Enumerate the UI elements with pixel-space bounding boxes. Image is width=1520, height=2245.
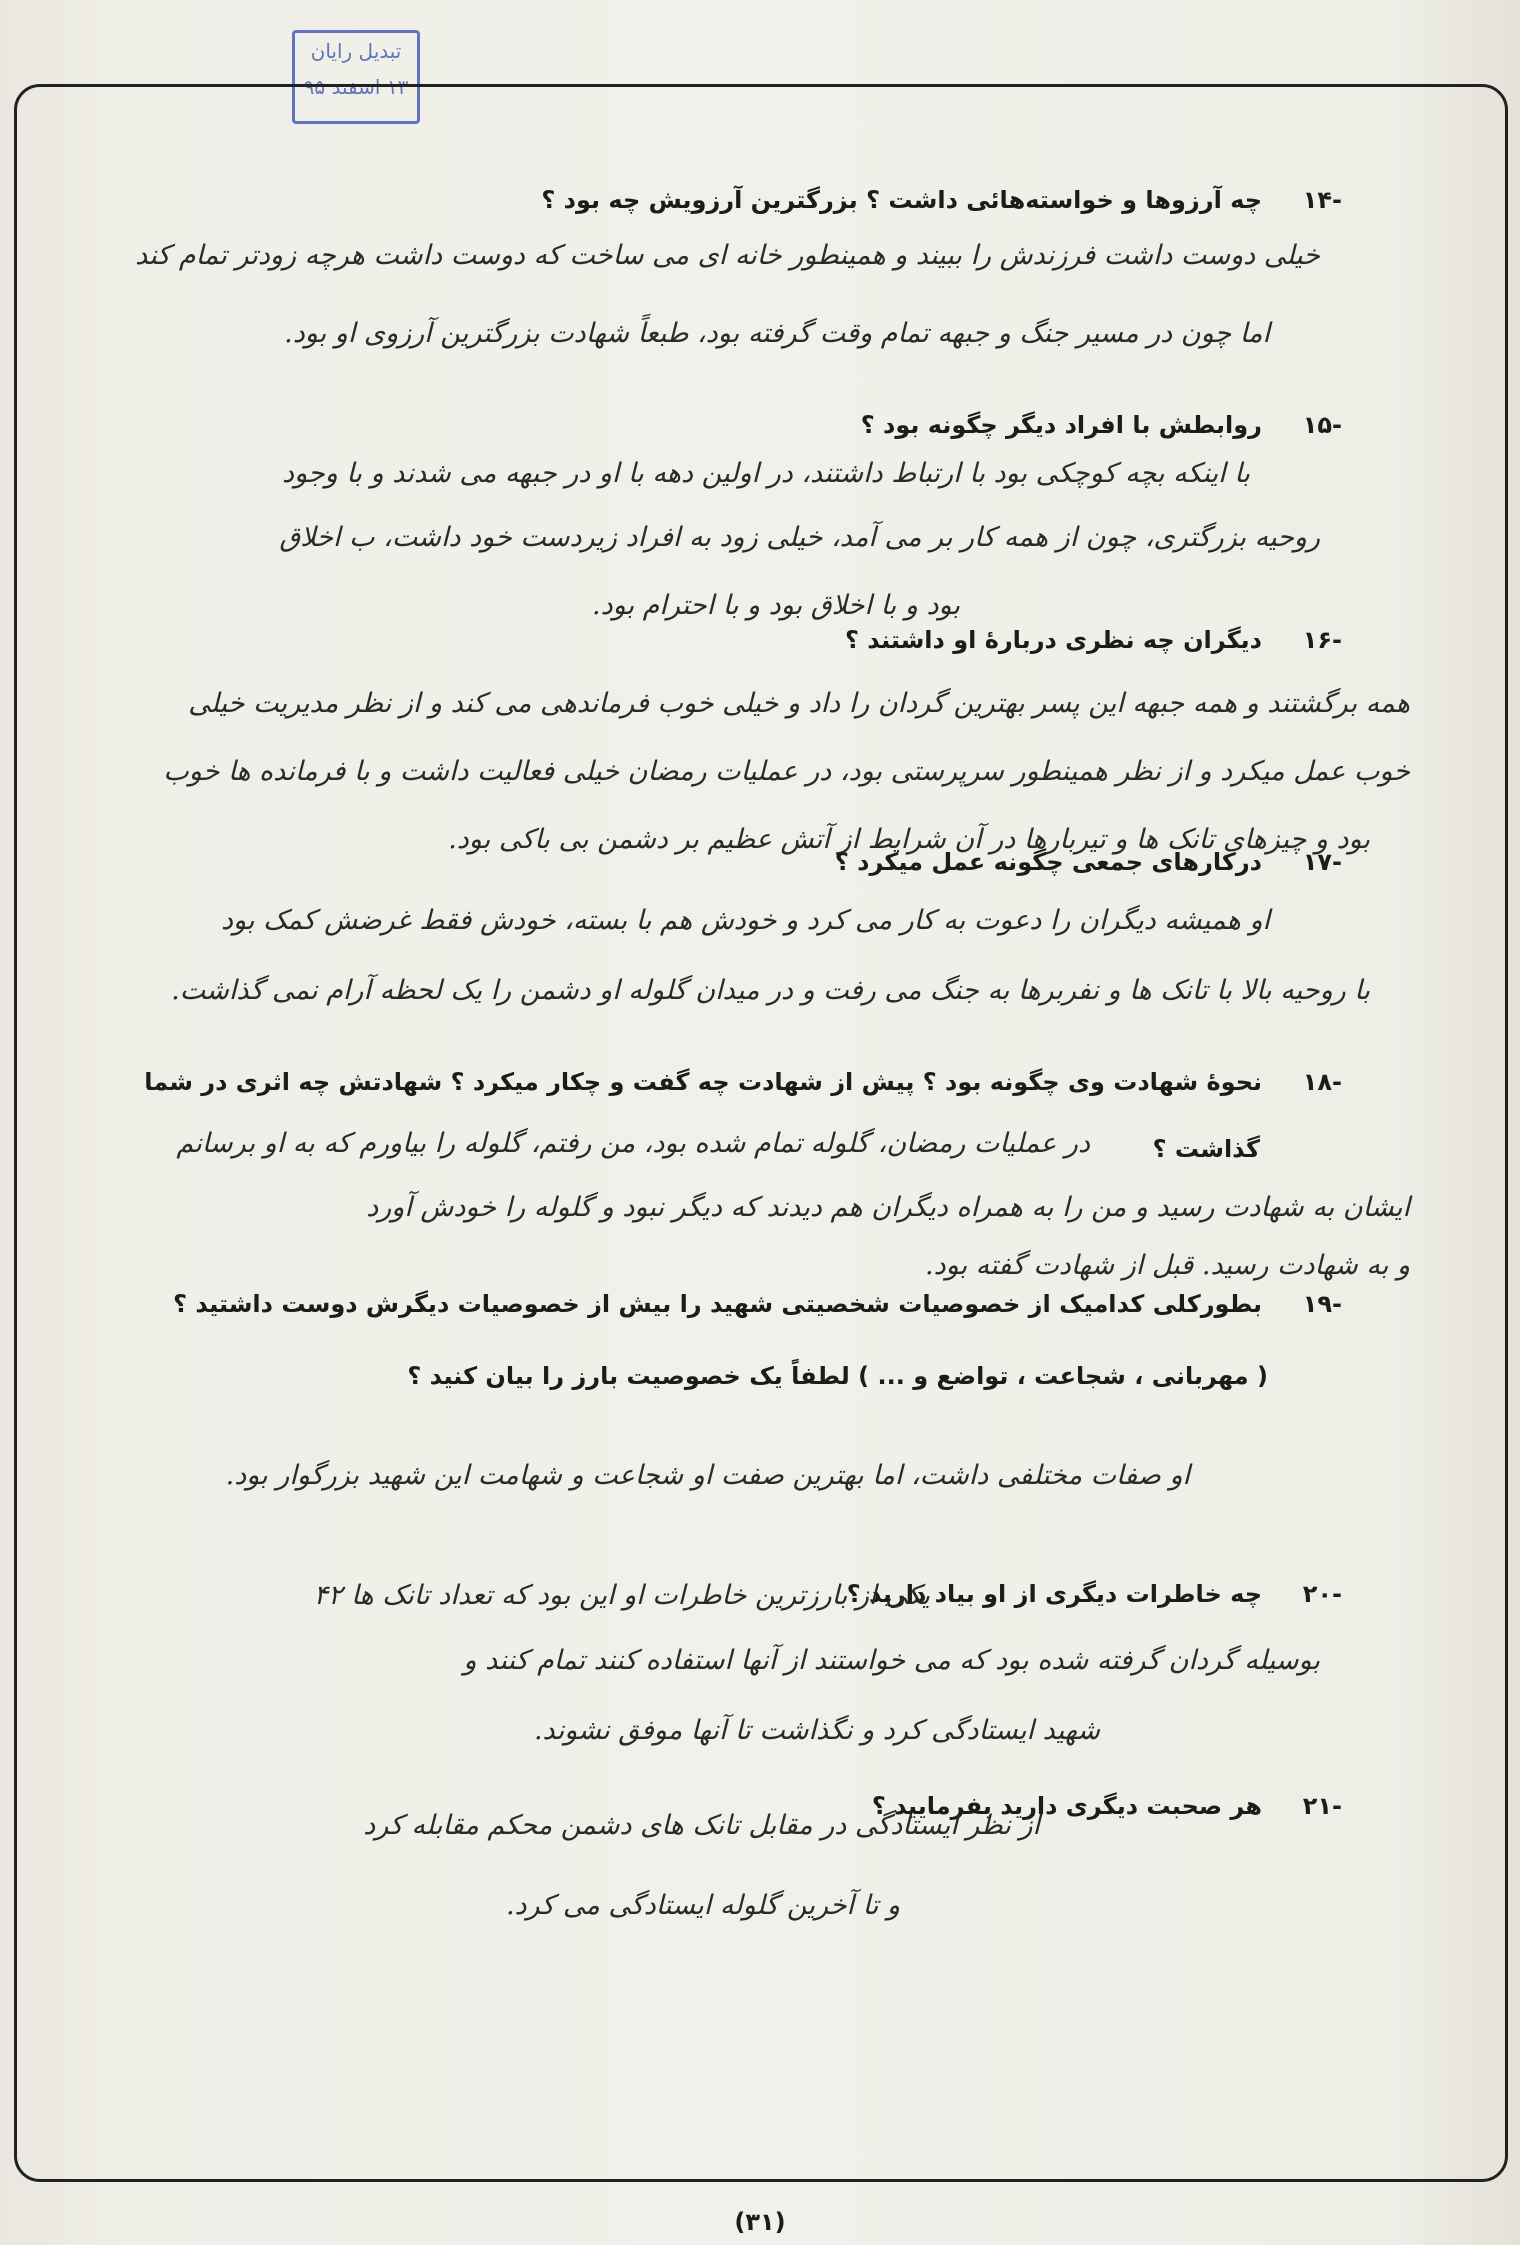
answer-15-line-3: بود و با اخلاق بود و با احترام بود. — [592, 590, 960, 621]
answer-14-line-2: اما چون در مسیر جنگ و جبهه تمام وقت گرفته بود، طبعاً شهادت بزرگترین آرزوی او بود. — [284, 318, 1270, 349]
question-19 — [173, 1290, 1342, 1318]
stamp-line-2: ۱۳ اسفند ۹۵ — [303, 75, 409, 99]
answer-16-line-3: بود و چیزهای تانک ها و تیربارها در آن شرایط از آتش عظیم بر دشمن بی باکی بود. — [448, 824, 1370, 855]
question-text: هر صحبت دیگری دارید بفرمایید ؟ — [871, 1792, 1262, 1820]
question-15 — [861, 411, 1342, 439]
answer-15-line-1: با اینکه بچه کوچکی بود با ارتباط داشتند، در اولین دهه با او در جبهه می شدند و با وجود — [282, 458, 1250, 489]
answer-17-line-2: با روحیه بالا با تانک ها و نفربرها به جنگ می رفت و در میدان گلوله او دشمن را یک لحظه آرام نمی گذاشت. — [171, 975, 1370, 1006]
answer-18-line-2: ایشان به شهادت رسید و من را به همراه دیگران هم دیدند که دیگر نبود و گلوله را خودش آورد — [366, 1192, 1410, 1223]
answer-21-line-1: از نظر ایستادگی در مقابل تانک های دشمن محکم مقابله کرد — [363, 1810, 1040, 1841]
answer-18-line-3: و به شهادت رسید. قبل از شهادت گفته بود. — [925, 1250, 1410, 1281]
question-text: بطورکلی کدامیک از خصوصیات شخصیتی شهید را بیش از خصوصیات دیگرش دوست داشتید ؟ — [173, 1290, 1262, 1318]
answer-21-line-2: و تا آخرین گلوله ایستادگی می کرد. — [505, 1890, 900, 1921]
stamp-line-1: تبدیل رایان — [310, 39, 402, 63]
question-17 — [835, 848, 1342, 876]
answer-18-line-1: در عملیات رمضان، گلوله تمام شده بود، من رفتم، گلوله را بیاورم که به او برسانم — [176, 1128, 1090, 1159]
question-14 — [541, 186, 1342, 214]
answer-20-line-1: یکی از بارزترین خاطرات او این بود که تعداد تانک ها ۴۲ — [313, 1580, 930, 1611]
question-text: نحوهٔ شهادت وی چگونه بود ؟ پیش از شهادت چه گفت و چکار میکرد ؟ شهادتش چه اثری در شما — [144, 1068, 1262, 1096]
question-number: -۲۱ — [1302, 1792, 1342, 1820]
answer-19-line-1: او صفات مختلفی داشت، اما بهترین صفت او شجاعت و شهامت این شهید بزرگوار بود. — [225, 1460, 1190, 1491]
question-number: -۱۴ — [1302, 186, 1342, 214]
question-number: -۱۷ — [1302, 848, 1342, 876]
question-text: روابطش با افراد دیگر چگونه بود ؟ — [860, 411, 1262, 439]
question-text: دیگران چه نظری دربارهٔ او داشتند ؟ — [844, 626, 1262, 654]
question-text: چه خاطرات دیگری از او بیاد دارید ؟ — [846, 1580, 1262, 1608]
question-19-continuation: ( مهربانی ، شجاعت ، تواضع و ... ) لطفاً یک خصوصیت بارز را بیان کنید ؟ — [407, 1362, 1268, 1390]
question-number: -۱۵ — [1302, 411, 1342, 439]
answer-16-line-1: همه برگشتند و همه جبهه این پسر بهترین گردان را داد و خیلی خوب فرماندهی می کند و از نظر مدیریت خیلی — [188, 688, 1410, 719]
question-18-continuation: گذاشت ؟ — [1152, 1135, 1260, 1163]
answer-17-line-1: او همیشه دیگران را دعوت به کار می کرد و خودش هم با بسته، خودش فقط غرضش کمک بود — [221, 905, 1270, 936]
question-number: -۱۹ — [1302, 1290, 1342, 1318]
answer-14-line-1: خیلی دوست داشت فرزندش را ببیند و همینطور خانه ای می ساخت که دوست داشت هرچه زودتر تمام کند — [135, 240, 1320, 271]
answer-16-line-2: خوب عمل میکرد و از نظر همینطور سرپرستی بود، در عملیات رمضان خیلی فعالیت داشت و با فرمانده ها خوب — [163, 756, 1410, 787]
question-number: -۱۸ — [1302, 1068, 1342, 1096]
answer-20-line-2: بوسیله گردان گرفته شده بود که می خواستند از آنها استفاده کنند تمام کنند و — [463, 1645, 1320, 1676]
question-text: درکارهای جمعی چگونه عمل میکرد ؟ — [834, 848, 1262, 876]
question-text: چه آرزوها و خواسته‌هائی داشت ؟ بزرگترین آرزویش چه بود ؟ — [541, 186, 1262, 214]
answer-20-line-3: شهید ایستادگی کرد و نگذاشت تا آنها موفق نشوند. — [533, 1715, 1100, 1746]
question-number: -۱۶ — [1302, 626, 1342, 654]
question-16 — [845, 626, 1342, 654]
question-18 — [144, 1068, 1342, 1096]
page-number: (۳۱) — [734, 2208, 786, 2236]
answer-15-line-2: روحیه بزرگتری، چون از همه کار بر می آمد، خیلی زود به افراد زیردست خود داشت، ب اخلاق — [279, 522, 1320, 553]
question-number: -۲۰ — [1302, 1580, 1342, 1608]
